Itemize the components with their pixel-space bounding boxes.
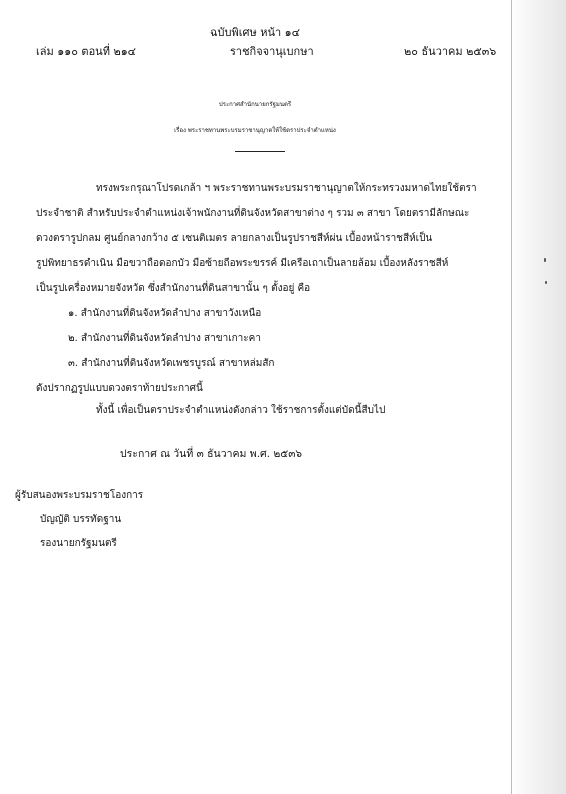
announcement-title: ประกาศสำนักนายกรัฐมนตรี (218, 101, 292, 108)
office-item-3: ๓. สำนักงานที่ดินจังหวัดเพชรบูรณ์ สาขาหล่มสัก (68, 358, 275, 369)
scan-speck (545, 281, 547, 284)
body-closing: ทั้งนี้ เพื่อเป็นตราประจำตำแหน่งดังกล่าว ใช้ราชการตั้งแต่บัดนี้สืบไป (96, 405, 386, 416)
header-gazette-name: ราชกิจจานุเบกษา (230, 45, 314, 58)
office-item-2: ๒. สำนักงานที่ดินจังหวัดลำปาง สาขาเกาะคา (68, 333, 261, 344)
body-line-4: รูปพิทยาธรดำเนิน มือขวาถือดอกบัว มือซ้ายถือพระขรรค์ มีเครือเถาเป็นลายล้อม เบื้องหลังราชสีห์ (36, 258, 449, 269)
signature-role: ผู้รับสนองพระบรมราชโองการ (15, 490, 144, 501)
page-edge-shadow (510, 0, 566, 794)
body-line-1: ทรงพระกรุณาโปรดเกล้า ฯ พระราชทานพระบรมราชานุญาตให้กระทรวงมหาดไทยใช้ตรา (96, 183, 477, 194)
page-fold-line (511, 0, 512, 794)
scan-speck (544, 258, 546, 262)
title-divider (235, 151, 285, 152)
announcement-date: ประกาศ ณ วันที่ ๓ ธันวาคม พ.ศ. ๒๕๓๖ (120, 448, 303, 460)
header-volume: เล่ม ๑๑๐ ตอนที่ ๒๑๔ (36, 45, 136, 58)
body-line-5: เป็นรูปเครื่องหมายจังหวัด ซึ่งสำนักงานที่ดินสาขานั้น ๆ ตั้งอยู่ คือ (36, 283, 311, 294)
header-date: ๒๐ ธันวาคม ๒๕๓๖ (404, 45, 497, 58)
header-special-edition: ฉบับพิเศษ หน้า ๑๔ (210, 26, 300, 39)
body-line-2: ประจำชาติ สำหรับประจำตำแหน่งเจ้าพนักงานที่ดินจังหวัดสาขาต่าง ๆ รวม ๓ สาขา โดยตรามีลักษณะ (36, 208, 470, 219)
announcement-subject: เรื่อง พระราชทานพระบรมราชานุญาตให้ใช้ตราประจำตำแหน่ง (174, 127, 336, 134)
body-line-3: ดวงตรารูปกลม ศูนย์กลางกว้าง ๕ เซนติเมตร ลายกลางเป็นรูปราชสีห์ผ่น เบื้องหน้าราชสีห์เป็น (36, 233, 433, 244)
office-item-1: ๑. สำนักงานที่ดินจังหวัดลำปาง สาขาวังเหนือ (68, 308, 262, 319)
body-after-items: ดังปรากฏรูปแบบดวงตราท้ายประกาศนี้ (36, 383, 203, 394)
signature-name: บัญญัติ บรรทัดฐาน (40, 514, 122, 525)
signature-position: รองนายกรัฐมนตรี (40, 538, 117, 549)
